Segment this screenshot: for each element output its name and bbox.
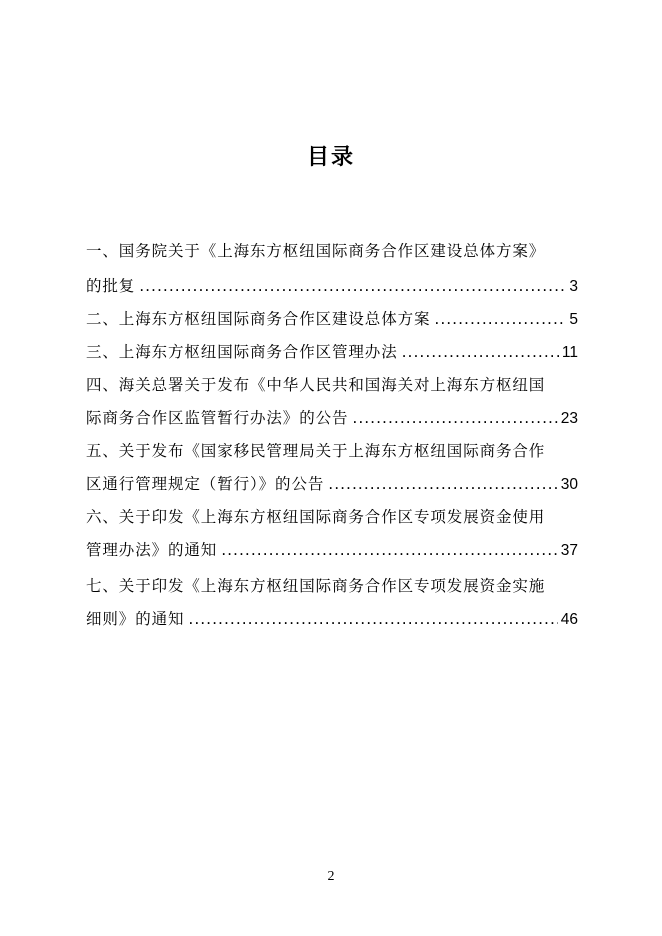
dot-leader <box>434 306 566 332</box>
toc-entry-5-line-2[interactable] <box>86 471 578 497</box>
toc-entry-1-page-number: 3 <box>569 278 578 295</box>
toc-entry-1-line-2[interactable] <box>86 273 578 299</box>
toc-entry-2[interactable] <box>86 306 578 332</box>
toc-entry-2-page-number: 5 <box>569 311 578 328</box>
toc-entry-7-page-number: 46 <box>560 611 578 628</box>
toc-entry-5-page-number: 30 <box>560 476 578 493</box>
toc-entry-7-line-2[interactable] <box>86 606 578 632</box>
toc-entry-4-line-1: 四、海关总署关于发布《中华人民共和国海关对上海东方枢纽国 <box>86 376 546 394</box>
toc-entry-7-text: 细则》的通知 <box>86 610 185 628</box>
toc-entry-5-text: 区通行管理规定（暂行）》的公告 <box>86 475 325 493</box>
toc-entry-2-text: 二、上海东方枢纽国际商务合作区建设总体方案 <box>86 310 431 328</box>
toc-entry-1-line-1: 一、国务院关于《上海东方枢纽国际商务合作区建设总体方案》 <box>86 242 546 260</box>
toc-entry-4-page-number: 23 <box>560 410 578 427</box>
toc-entry-5-line-1: 五、关于发布《国家移民管理局关于上海东方枢纽国际商务合作 <box>86 442 546 460</box>
toc-entry-3-page-number: 11 <box>561 344 578 361</box>
dot-leader <box>328 471 557 497</box>
toc-entry-6-page-number: 37 <box>560 542 578 559</box>
toc-entry-4-text: 际商务合作区监管暂行办法》的公告 <box>86 409 349 427</box>
dot-leader <box>402 339 559 365</box>
dot-leader <box>139 273 566 299</box>
dot-leader <box>188 606 557 632</box>
dot-leader <box>221 537 558 563</box>
toc-entry-6-line-2[interactable] <box>86 537 578 563</box>
toc-entry-3-text: 三、上海东方枢纽国际商务合作区管理办法 <box>86 343 398 361</box>
page-title: 目录 <box>306 145 355 170</box>
toc-entry-1-text: 的批复 <box>86 277 136 295</box>
toc-entry-6-text: 管理办法》的通知 <box>86 541 218 559</box>
toc-entry-7-line-1: 七、关于印发《上海东方枢纽国际商务合作区专项发展资金实施 <box>86 577 546 595</box>
page-number: 2 <box>327 869 335 884</box>
toc-entry-3[interactable] <box>86 339 578 365</box>
toc-entry-6-line-1: 六、关于印发《上海东方枢纽国际商务合作区专项发展资金使用 <box>86 508 546 526</box>
dot-leader <box>352 405 557 431</box>
toc-entry-4-line-2[interactable] <box>86 405 578 431</box>
